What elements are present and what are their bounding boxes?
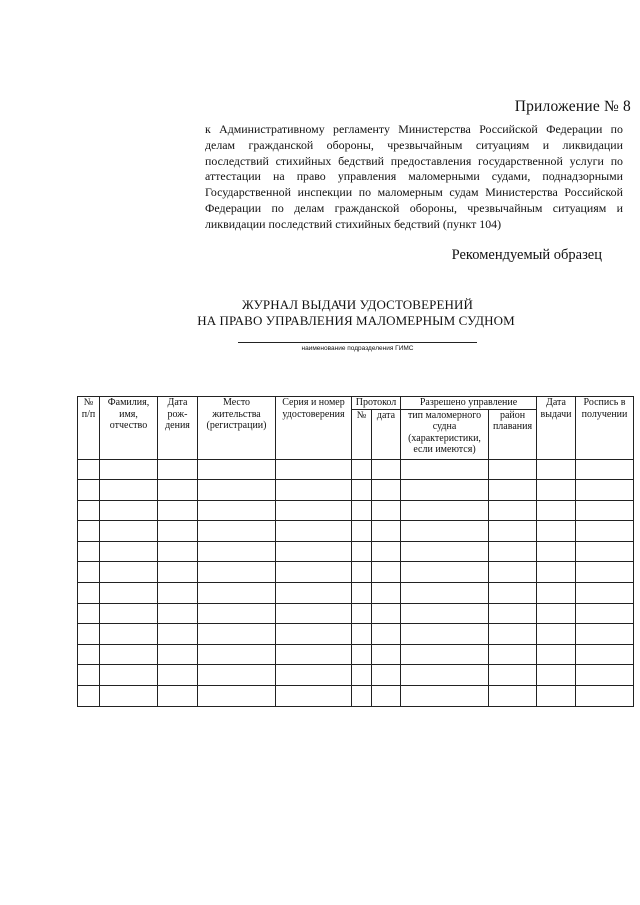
table-row [78,665,634,686]
table-cell [372,500,401,521]
table-cell [78,562,100,583]
table-cell [276,665,352,686]
table-row [78,541,634,562]
table-cell [198,624,276,645]
table-cell [100,521,158,542]
table-row [78,583,634,604]
table-row [78,624,634,645]
table-cell [352,686,372,707]
table-cell [576,521,634,542]
table-cell [100,665,158,686]
table-cell [158,603,198,624]
table-cell [78,665,100,686]
table-cell [276,521,352,542]
table-cell [576,541,634,562]
table-cell [352,583,372,604]
journal-title-line-1: ЖУРНАЛ ВЫДАЧИ УДОСТОВЕРЕНИЙ [242,297,473,312]
table-cell [401,583,489,604]
table-cell [100,603,158,624]
header-signature: Роспись в получении [576,397,634,460]
table-cell [372,583,401,604]
table-cell [78,603,100,624]
table-cell [100,644,158,665]
table-cell [489,562,537,583]
table-cell [537,562,576,583]
table-cell [489,541,537,562]
table-cell [78,583,100,604]
table-cell [576,583,634,604]
table-cell [78,644,100,665]
table-cell [158,480,198,501]
table-cell [198,603,276,624]
table-cell [100,480,158,501]
table-cell [372,686,401,707]
header-issue-date: Дата выдачи [537,397,576,460]
header-name: Фамилия, имя, отчество [100,397,158,460]
table-cell [78,541,100,562]
table-cell [100,459,158,480]
table-row [78,644,634,665]
table-cell [372,624,401,645]
table-cell [276,603,352,624]
table-cell [537,603,576,624]
table-cell [100,624,158,645]
table-cell [198,541,276,562]
table-cell [372,480,401,501]
table-cell [401,686,489,707]
table-row [78,603,634,624]
table-cell [158,459,198,480]
table-cell [276,644,352,665]
table-cell [276,459,352,480]
table-cell [198,562,276,583]
table-cell [401,665,489,686]
table-cell [576,459,634,480]
table-cell [489,500,537,521]
table-cell [576,603,634,624]
table-cell [78,459,100,480]
table-cell [352,624,372,645]
table-cell [78,686,100,707]
header-protocol: Протокол [352,397,401,410]
table-cell [198,459,276,480]
table-cell [372,459,401,480]
table-cell [276,541,352,562]
table-row [78,459,634,480]
table-cell [158,644,198,665]
table-cell [352,541,372,562]
table-cell [352,459,372,480]
table-cell [401,644,489,665]
header-protocol-date: дата [372,409,401,459]
table-cell [78,500,100,521]
table-cell [537,686,576,707]
table-cell [576,500,634,521]
table-cell [537,459,576,480]
table-cell [158,500,198,521]
table-cell [158,583,198,604]
table-cell [576,480,634,501]
table-row [78,480,634,501]
table-cell [158,686,198,707]
appendix-title: Приложение № 8 [514,98,631,115]
table-cell [576,562,634,583]
table-row [78,500,634,521]
table-cell [489,459,537,480]
table-cell [198,583,276,604]
table-cell [276,624,352,645]
table-cell [489,644,537,665]
appendix-text: к Административному регламенту Министерства Российской Федерации по делам гражданской обороны, чрезвычайным ситуациям и ликвидации последствий стихийных бедствий предоставления государственной услуги по аттестации на право управления маломерными судами, поднадзорными Государственной инспекции по маломерным судам Министерства Российской Федерации по делам гражданской обороны, чрезвычайным ситуациям и ликвидации последствий стихийных бедствий (пункт 104) [205,122,623,231]
table-cell [489,686,537,707]
table-cell [352,644,372,665]
table-cell [372,665,401,686]
table-cell [372,562,401,583]
table-cell [100,686,158,707]
table-cell [537,665,576,686]
table-cell [352,480,372,501]
table-cell [489,665,537,686]
table-cell [276,500,352,521]
table-cell [401,521,489,542]
table-cell [537,644,576,665]
table-cell [78,521,100,542]
journal-title [0,297,640,329]
journal-table [77,396,634,707]
table-cell [372,644,401,665]
table-cell [100,562,158,583]
table-cell [276,562,352,583]
header-certificate: Серия и номер удостоверения [276,397,352,460]
table-cell [489,624,537,645]
table-cell [158,541,198,562]
table-cell [100,541,158,562]
table-cell [198,500,276,521]
table-cell [576,644,634,665]
table-cell [276,480,352,501]
table-cell [100,583,158,604]
table-cell [401,603,489,624]
table-cell [352,665,372,686]
table-cell [537,541,576,562]
subdivision-underline [238,342,477,343]
header-allowed: Разрешено управление [401,397,537,410]
table-cell [537,521,576,542]
header-area: район плавания [489,409,537,459]
header-residence: Место жительства (регистрации) [198,397,276,460]
table-cell [372,521,401,542]
table-cell [537,480,576,501]
table-cell [352,562,372,583]
table-cell [100,500,158,521]
table-row [78,521,634,542]
table-cell [158,521,198,542]
table-cell [276,686,352,707]
table-cell [158,562,198,583]
table-cell [352,500,372,521]
table-cell [198,480,276,501]
table-cell [352,603,372,624]
table-row [78,686,634,707]
table-cell [78,480,100,501]
table-cell [401,500,489,521]
table-cell [489,480,537,501]
table-cell [576,665,634,686]
table-cell [576,686,634,707]
journal-title-line-2: НА ПРАВО УПРАВЛЕНИЯ МАЛОМЕРНЫМ СУДНОМ [197,313,515,328]
table-cell [537,583,576,604]
table-cell [158,665,198,686]
table-row [78,562,634,583]
table-cell [198,644,276,665]
table-cell [401,624,489,645]
table-cell [489,583,537,604]
table-cell [372,541,401,562]
table-cell [489,603,537,624]
header-vessel-type: тип маломерного судна (характеристики, если имеются) [401,409,489,459]
table-cell [276,583,352,604]
table-cell [401,459,489,480]
table-cell [158,624,198,645]
table-cell [198,665,276,686]
table-cell [198,686,276,707]
table-cell [489,521,537,542]
header-protocol-num: № [352,409,372,459]
header-birth-date: Дата рож-дения [158,397,198,460]
table-cell [537,624,576,645]
table-cell [576,624,634,645]
table-cell [401,562,489,583]
table-cell [401,480,489,501]
subdivision-caption: наименование подразделения ГИМС [301,345,414,352]
table-cell [198,521,276,542]
table-cell [78,624,100,645]
header-num: № п/п [78,397,100,460]
table-cell [537,500,576,521]
table-cell [352,521,372,542]
sample-label: Рекомендуемый образец [451,247,602,263]
table-cell [372,603,401,624]
table-cell [401,541,489,562]
